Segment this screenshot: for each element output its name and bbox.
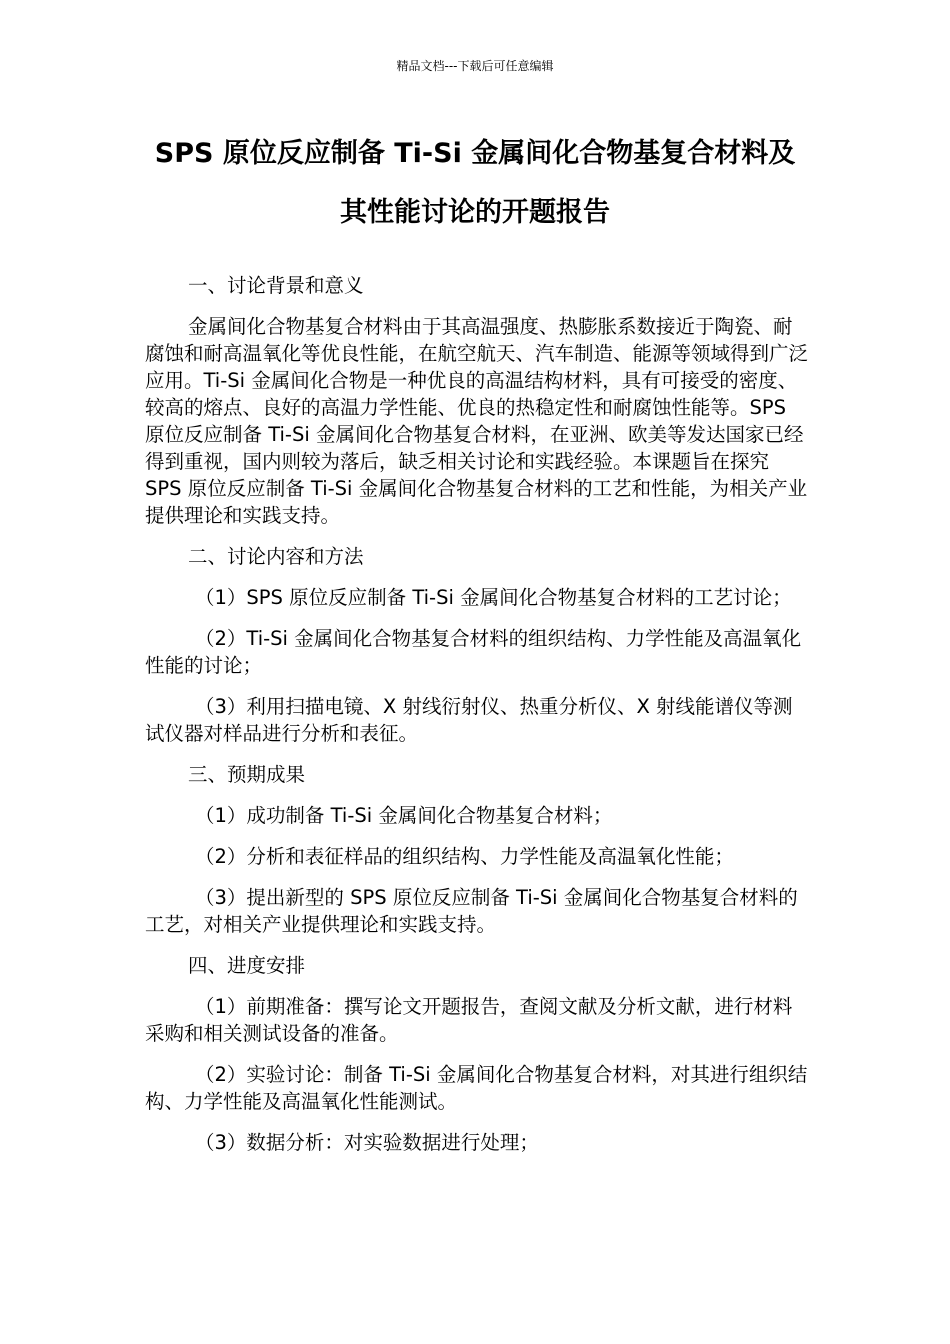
list-item: （2）实验讨论：制备 Ti-Si 金属间化合物基复合材料，对其进行组织结构、力学性能及高温氧化性能测试。: [145, 1063, 808, 1113]
list-item: （1）前期准备：撰写论文开题报告，查阅文献及分析文献，进行材料采购和相关测试设备的准备。: [145, 995, 793, 1045]
section-heading-schedule: 四、进度安排: [188, 954, 306, 977]
background-paragraph: 金属间化合物基复合材料由于其高温强度、热膨胀系数接近于陶瓷、耐腐蚀和耐高温氧化等优良性能，在航空航天、汽车制造、能源等领域得到广泛应用。Ti-Si 金属间化合物是一种优良的高温结构材料，具有可接受的密度、较高的熔点、良好的高温力学性能、优良的热稳定性和耐腐蚀性能等。SPS 原位反应制备 Ti-Si 金属间化合物基复合材料，在亚洲、欧美等发达国家已经得到重视，国内则较为落后，缺乏相关讨论和实践经验。本课题旨在探究 SPS 原位反应制备 Ti-Si 金属间化合物基复合材料的工艺和性能，为相关产业提供理论和实践支持。: [145, 315, 809, 527]
list-item: （2）Ti-Si 金属间化合物基复合材料的组织结构、力学性能及高温氧化性能的讨论；: [145, 627, 802, 677]
list-item: （1）SPS 原位反应制备 Ti-Si 金属间化合物基复合材料的工艺讨论；: [195, 586, 792, 609]
header-note: 精品文档---下载后可任意编辑: [396, 59, 554, 73]
section-heading-background: 一、讨论背景和意义: [188, 274, 364, 297]
document-body: [145, 272, 810, 1170]
section-heading-expected-results: 三、预期成果: [188, 763, 306, 786]
document-title-line-2: 其性能讨论的开题报告: [340, 197, 610, 228]
document-title-line-1: SPS 原位反应制备 Ti-Si 金属间化合物基复合材料及: [154, 138, 796, 169]
list-item: （1）成功制备 Ti-Si 金属间化合物基复合材料；: [195, 804, 613, 827]
list-item: （3）提出新型的 SPS 原位反应制备 Ti-Si 金属间化合物基复合材料的工艺，对相关产业提供理论和实践支持。: [145, 886, 798, 936]
list-item: （3）利用扫描电镜、X 射线衍射仪、热重分析仪、X 射线能谱仪等测试仪器对样品进行分析和表征。: [145, 695, 793, 745]
list-item: （2）分析和表征样品的组织结构、力学性能及高温氧化性能；: [195, 845, 734, 868]
section-heading-content-methods: 二、讨论内容和方法: [188, 545, 364, 568]
list-item: （3）数据分析：对实验数据进行处理；: [195, 1131, 539, 1154]
